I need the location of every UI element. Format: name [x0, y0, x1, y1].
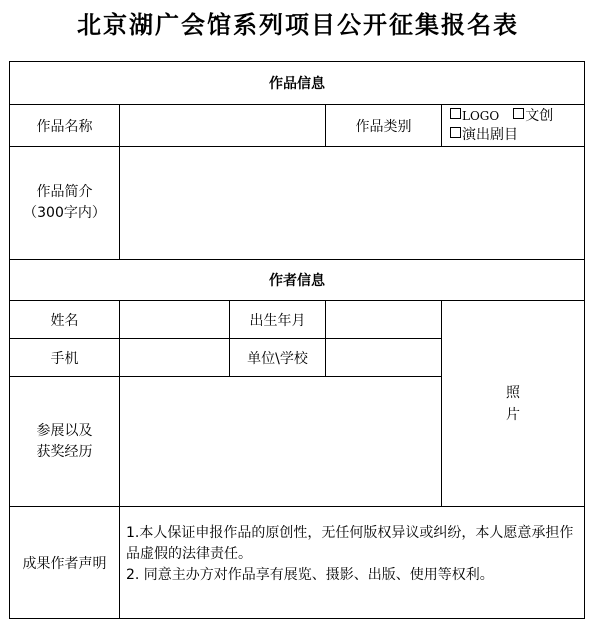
- work-name-label: 作品名称: [10, 105, 120, 147]
- category-option-logo[interactable]: [450, 108, 499, 124]
- checkbox-icon[interactable]: [450, 108, 461, 119]
- author-org-field[interactable]: [326, 339, 442, 377]
- declaration-item: 2. 同意主办方对作品享有展览、摄影、出版、使用等权利。: [126, 567, 494, 583]
- form-title: 北京湖广会馆系列项目公开征集报名表: [77, 10, 519, 39]
- work-intro-field[interactable]: [120, 147, 585, 260]
- photo-box[interactable]: [442, 301, 585, 507]
- registration-form-table: [9, 61, 585, 619]
- author-name-label: 姓名: [10, 301, 120, 339]
- category-option-label: 演出剧目: [462, 126, 518, 143]
- declaration-text: [120, 507, 585, 619]
- photo-label: 照 片: [506, 384, 521, 423]
- category-option-performance[interactable]: [450, 127, 518, 143]
- author-name-field[interactable]: [120, 301, 230, 339]
- author-org-label: 单位\学校: [230, 339, 326, 377]
- declaration-item: 1.本人保证申报作品的原创性，无任何版权异议或纠纷，本人愿意承担作品虚假的法律责任。: [126, 525, 574, 562]
- category-option-wenchuang[interactable]: [513, 108, 553, 124]
- author-phone-field[interactable]: [120, 339, 230, 377]
- work-category-options: [442, 105, 585, 147]
- author-experience-label: 参展以及 获奖经历: [10, 377, 120, 507]
- checkbox-icon[interactable]: [513, 108, 524, 119]
- work-category-label: 作品类别: [326, 105, 442, 147]
- category-option-label: 文创: [525, 107, 554, 124]
- author-experience-field[interactable]: [120, 377, 442, 507]
- work-name-field[interactable]: [120, 105, 326, 147]
- author-birth-label: 出生年月: [230, 301, 326, 339]
- category-option-label: LOGO: [462, 108, 500, 123]
- author-birth-field[interactable]: [326, 301, 442, 339]
- section-work-info: 作品信息: [10, 62, 585, 105]
- section-author-info: 作者信息: [10, 260, 585, 301]
- author-phone-label: 手机: [10, 339, 120, 377]
- work-intro-label: 作品简介 （300字内）: [10, 147, 120, 260]
- declaration-label: 成果作者声明: [10, 507, 120, 619]
- checkbox-icon[interactable]: [450, 127, 461, 138]
